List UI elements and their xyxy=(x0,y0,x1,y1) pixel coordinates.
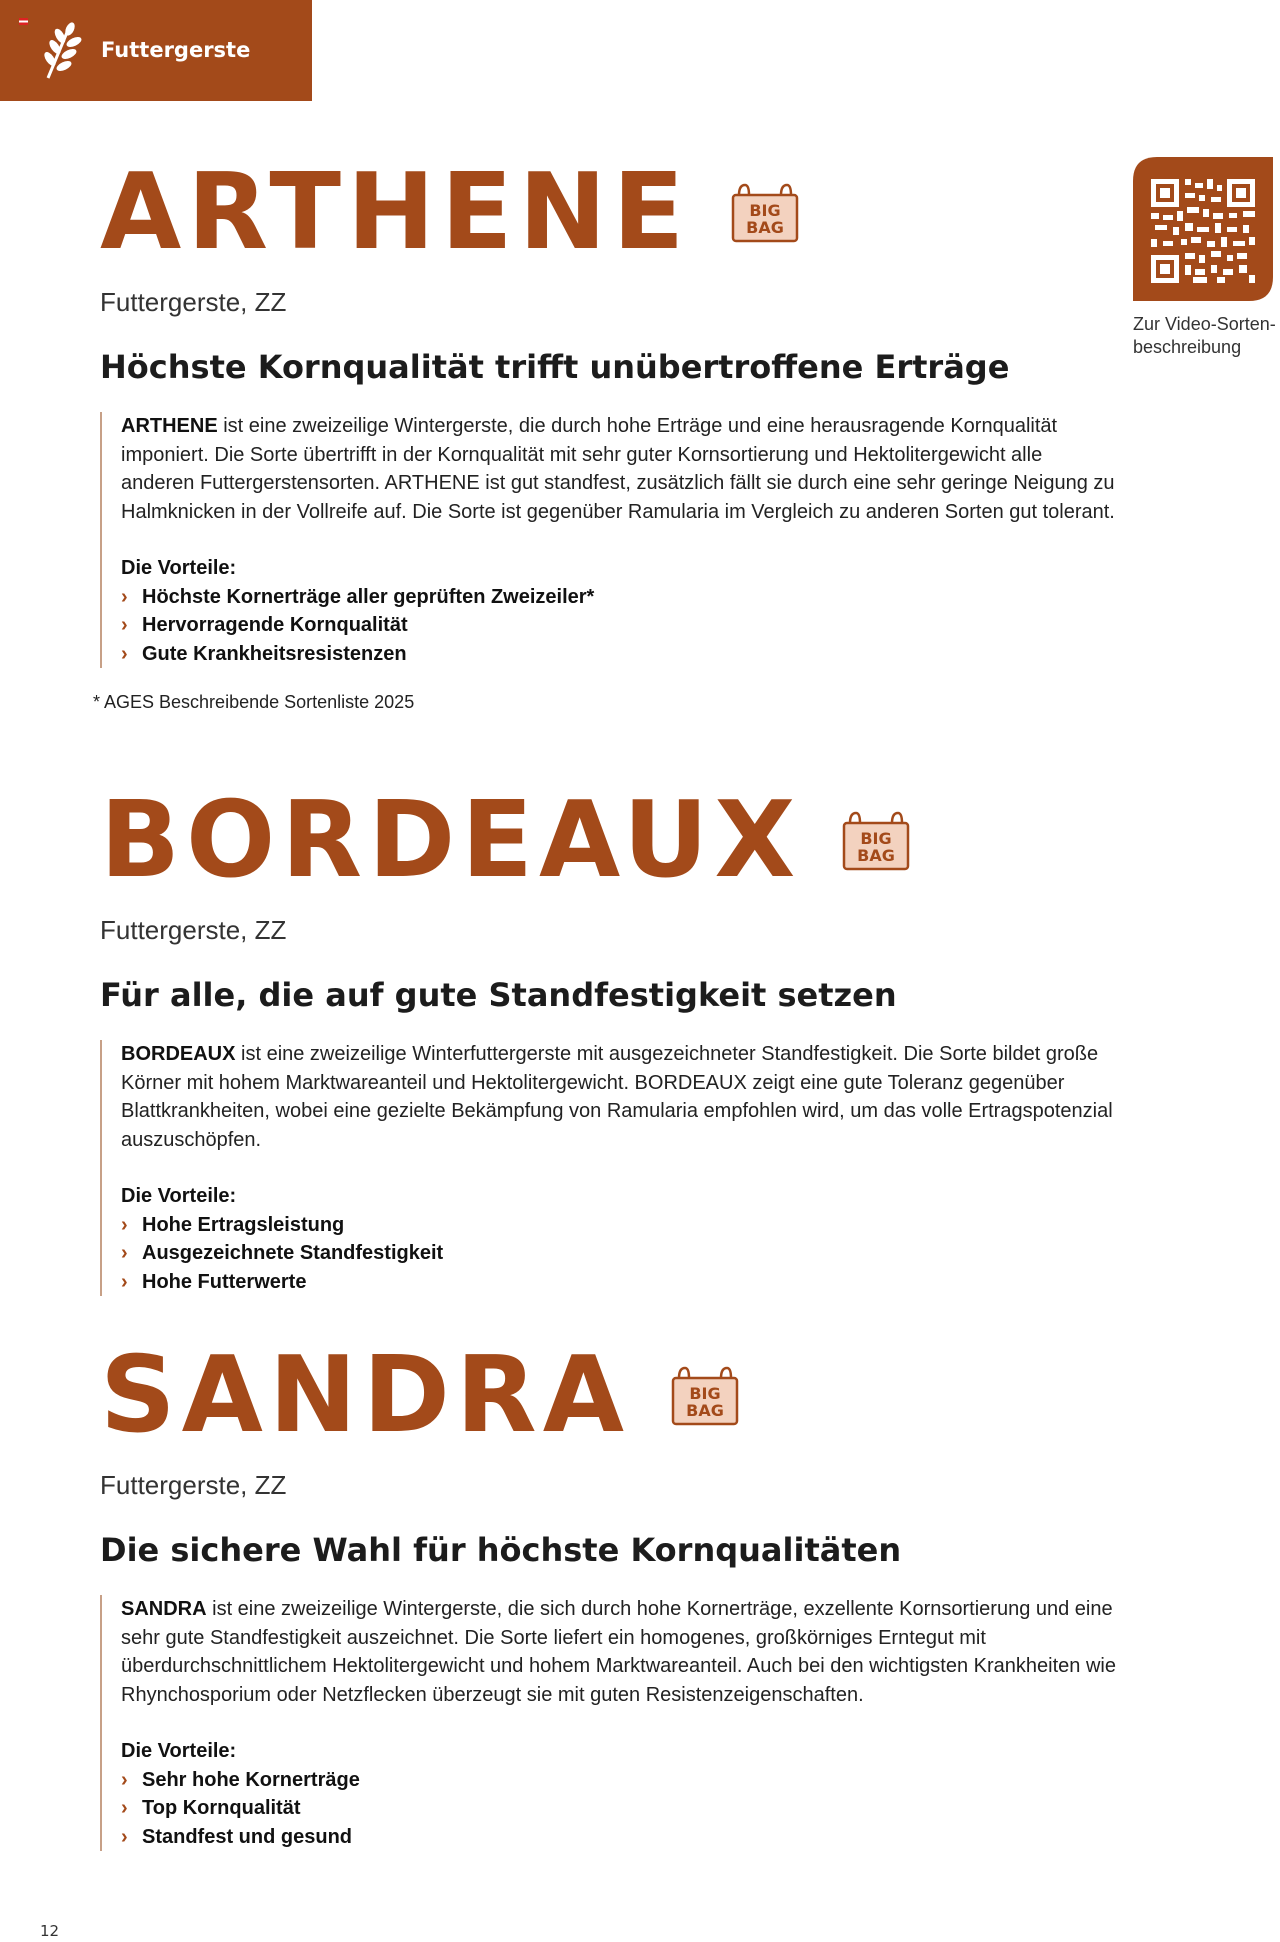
variety-name: BORDEAUX xyxy=(100,779,802,901)
advantages-label: Die Vorteile: xyxy=(121,1185,237,1207)
list-item xyxy=(121,1766,1120,1795)
list-item xyxy=(121,583,1120,612)
qr-code-icon[interactable] xyxy=(1133,157,1273,301)
list-item xyxy=(121,1211,1120,1240)
chevron-right-icon: › xyxy=(121,614,128,636)
list-item xyxy=(121,611,1120,640)
variety-headline: Höchste Kornqualität trifft unübertroffene Erträge xyxy=(100,348,1010,386)
advantage-text: Gute Krankheitsresistenzen xyxy=(142,642,407,665)
variety-headline: Für alle, die auf gute Standfestigkeit setzen xyxy=(100,976,897,1014)
badge-line1: BIG xyxy=(689,1383,721,1403)
big-bag-icon xyxy=(671,1366,739,1426)
section-header-band xyxy=(0,0,312,101)
chevron-right-icon: › xyxy=(121,1825,128,1848)
description-rest: ist eine zweizeilige Winterfuttergerste mit ausgezeichneter Standfestigkeit. Die Sorte bildet große Körner mit hohem Marktwareanteil und Hektolitergewicht. BORDEAUX zeigt eine gute Toleranz gegenüber Blattkrankheiten, wobei eine gezielte Bekämpfung von Ramularia empfohlen wird, um das volle Ertragspotenzial auszuschöpfen. xyxy=(121,1043,1113,1151)
description-text xyxy=(121,412,1120,526)
qr-caption: Zur Video-Sorten-beschreibung xyxy=(1133,314,1276,357)
badge-line2: BAG xyxy=(746,217,785,237)
advantage-text: Sehr hohe Kornerträge xyxy=(142,1768,360,1791)
description-rest: ist eine zweizeilige Wintergerste, die sich durch hohe Kornerträge, exzellente Kornsortierung und eine sehr gute Standfestigkeit auszeichnet. Die Sorte liefert ein homogenes, großkörniges Erntegut mit überdurchschnittlichem Hektolitergewicht und hohem Marktwareanteil. Auch bei den wichtigsten Krankheiten wie Rhynchosporium oder Netzflecken überzeugt sie mit guten Resistenzeigenschaften. xyxy=(121,1598,1116,1706)
language-flag-icon[interactable] xyxy=(19,18,28,25)
chevron-right-icon: › xyxy=(121,1270,128,1293)
variety-name: ARTHENE xyxy=(100,151,691,273)
advantages-list xyxy=(121,583,1120,669)
advantage-text: Hervorragende Kornqualität xyxy=(142,614,408,636)
list-item xyxy=(121,1794,1120,1823)
advantage-text: Höchste Kornerträge aller geprüften Zweizeiler* xyxy=(142,585,595,608)
chevron-right-icon: › xyxy=(121,1242,128,1264)
badge-line1: BIG xyxy=(860,828,893,848)
variety-description xyxy=(100,1040,1120,1296)
variety-headline: Die sichere Wahl für höchste Kornqualitäten xyxy=(100,1531,902,1569)
variety-description xyxy=(100,1595,1120,1851)
chevron-right-icon: › xyxy=(121,642,128,665)
advantage-text: Top Kornqualität xyxy=(142,1797,301,1819)
list-item xyxy=(121,1239,1120,1268)
list-item xyxy=(121,1268,1120,1297)
description-bold-name: BORDEAUX xyxy=(121,1043,236,1065)
badge-line1: BIG xyxy=(749,200,781,220)
description-bold-name: ARTHENE xyxy=(121,415,218,437)
wheat-icon xyxy=(38,22,84,80)
variety-name: SANDRA xyxy=(100,1334,631,1456)
advantages-label: Die Vorteile: xyxy=(121,1740,237,1762)
chevron-right-icon: › xyxy=(121,585,128,608)
description-text xyxy=(121,1040,1120,1154)
advantage-text: Standfest und gesund xyxy=(142,1825,352,1848)
variety-arthene xyxy=(100,151,1120,668)
advantages-list xyxy=(121,1211,1120,1297)
variety-description xyxy=(100,412,1120,668)
chevron-right-icon: › xyxy=(121,1797,128,1819)
list-item xyxy=(121,640,1120,669)
advantage-text: Hohe Futterwerte xyxy=(142,1270,307,1293)
big-bag-icon xyxy=(731,183,799,243)
page-number: 12 xyxy=(40,1922,60,1940)
variety-subtitle: Futtergerste, ZZ xyxy=(100,915,287,945)
advantage-text: Ausgezeichnete Standfestigkeit xyxy=(142,1242,444,1264)
description-bold-name: SANDRA xyxy=(121,1598,207,1620)
chevron-right-icon: › xyxy=(121,1768,128,1791)
variety-bordeaux xyxy=(100,779,1120,1296)
variety-subtitle: Futtergerste, ZZ xyxy=(100,287,287,317)
advantages-list xyxy=(121,1766,1120,1852)
footnote: * AGES Beschreibende Sortenliste 2025 xyxy=(93,692,415,712)
advantages-label: Die Vorteile: xyxy=(121,557,237,579)
chevron-right-icon: › xyxy=(121,1213,128,1236)
description-rest: ist eine zweizeilige Wintergerste, die durch hohe Erträge und eine herausragende Kornqualität imponiert. Die Sorte übertrifft in der Kornqualität mit sehr guter Kornsortierung und Hektolitergewicht alle anderen Futtergerstensorten. ARTHENE ist gut standfest, zusätzlich fällt sie durch eine sehr geringe Neigung zu Halmknicken in der Vollreife auf. Die Sorte ist gegenüber Ramularia im Vergleich zu anderen Sorten gut tolerant. xyxy=(121,415,1115,523)
badge-line2: BAG xyxy=(857,845,896,865)
big-bag-icon xyxy=(842,811,910,871)
description-text xyxy=(121,1595,1120,1709)
list-item xyxy=(121,1823,1120,1852)
variety-subtitle: Futtergerste, ZZ xyxy=(100,1470,287,1500)
variety-sandra xyxy=(100,1334,1120,1851)
badge-line2: BAG xyxy=(686,1400,724,1420)
advantage-text: Hohe Ertragsleistung xyxy=(142,1213,345,1236)
section-title: Futtergerste xyxy=(101,38,251,62)
